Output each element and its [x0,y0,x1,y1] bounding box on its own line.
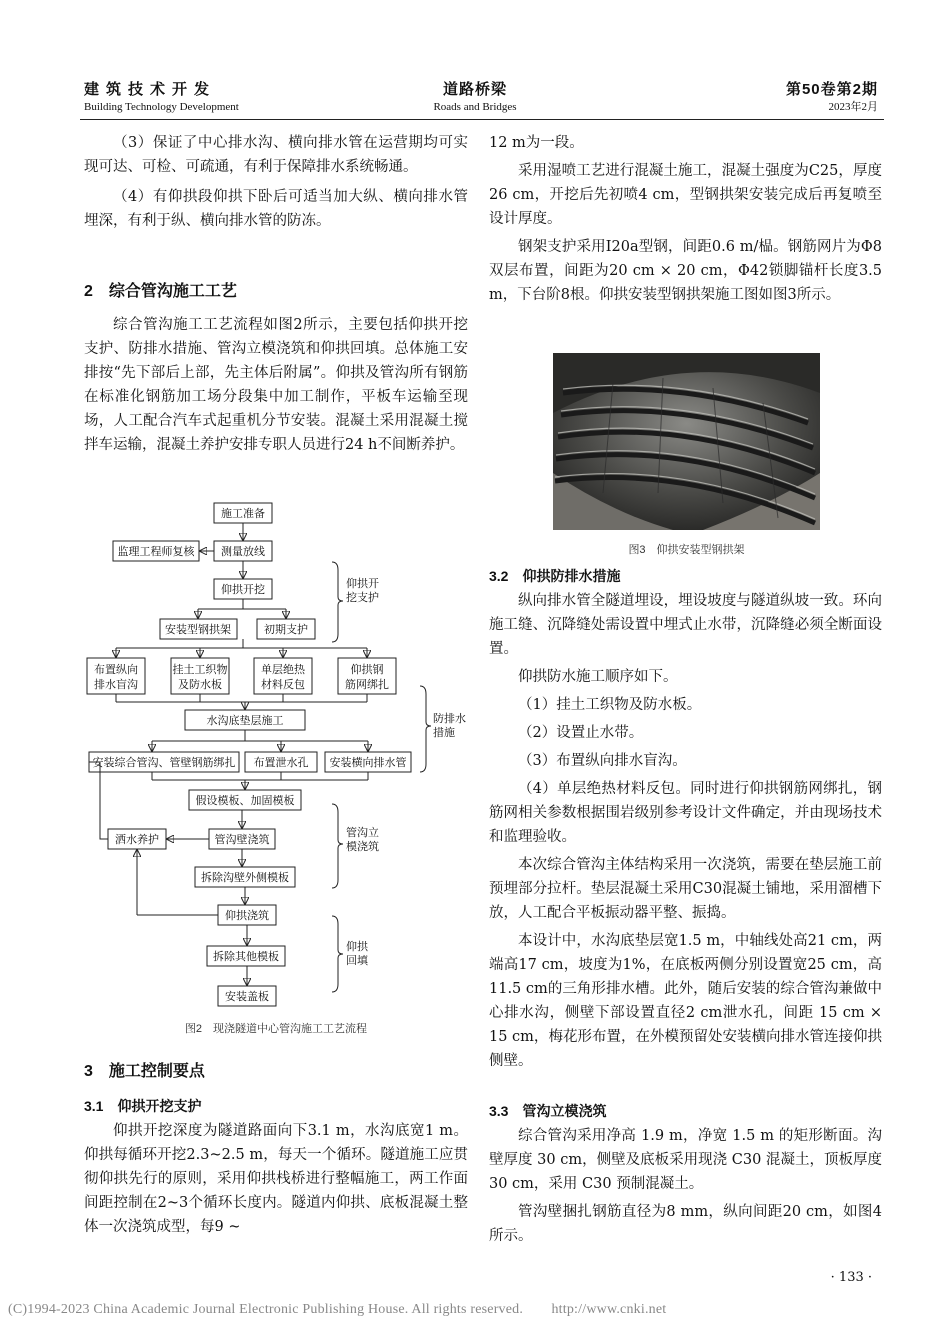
group-waterproof-label2: 措施 [433,726,455,739]
node-archpour-label: 仰拱浇筑 [225,909,269,922]
left-column [84,131,468,233]
node-install-pipe-label: 安装综合管沟、管壁钢筋绑扎 [92,756,236,769]
group-excavation-label1: 仰拱开 [346,577,379,590]
node-cushion-label: 水沟底垫层施工 [206,714,284,727]
node-drain-label2: 排水盲沟 [94,678,138,691]
group-backfill-label2: 回填 [346,954,368,967]
subsection-33-heading: 3.3 管沟立模浇筑 [489,1103,607,1119]
edge-curing-loop [89,762,108,839]
journal-header-right [786,80,878,115]
paragraph-item3: （3）保证了中心排水沟、横向排水管在运营期均可实现可达、可检、可疏通，有利于保障排水系统畅通。 [84,135,468,175]
node-weep-label: 布置泄水孔 [253,756,309,769]
node-geo-label1: 挂土工织物 [172,663,228,676]
node-remove-other-label: 拆除其他模板 [213,950,279,963]
paragraph-steel: 钢架支护采用I20a型钢，间距0.6 m/榀。钢筋网片为Φ8双层布置，间距为20 cm × 20 cm，Φ42锁脚锚杆长度3.5 m，下台阶8根。仰拱安装型钢拱架施工图如图3所示。 [489,239,882,303]
journal-name-cn: 建筑技术开发 [84,81,217,98]
paragraph-32c: （1）挂土工织物及防水板。 [518,697,702,713]
volume-issue: 第50卷第2期 [785,81,878,98]
node-prep-label: 施工准备 [221,507,265,520]
group-excavation-label2: 挖支护 [346,591,379,604]
group-pouring-label1: 管沟立 [346,826,379,839]
brace-waterproof [420,686,431,772]
paragraph-sec2: 综合管沟施工工艺流程如图2所示，主要包括仰拱开挖支护、防排水措施、管沟立模浇筑和仰拱回填。总体施工安排按“先下部后上部，先主体后附属”。仰拱及管沟所有钢筋在标准化钢筋加工场分段集中加工制作，平板车运输至现场，人工配合汽车式起重机分节安装。混凝土采用混凝土搅拌车运输，混凝土养护安排专职人员进行24 h不间断养护。 [84,317,468,453]
node-drain-label1: 布置纵向 [94,663,138,676]
node-insulation-label1: 单层绝热 [261,663,305,676]
paragraph-32d: （2）设置止水带。 [518,725,644,741]
header-rule [80,119,884,120]
subsection-32-body [489,589,882,1073]
figure2-caption: 图2 现浇隧道中心管沟施工工艺流程 [184,1023,368,1035]
group-pouring-label2: 模浇筑 [346,840,379,853]
node-supervisor-label: 监理工程师复核 [117,545,195,558]
node-insulation-label2: 材料反包 [261,678,305,691]
paragraph-shotcrete: 采用湿喷工艺进行混凝土施工，混凝土强度为C25，厚度26 cm，开挖后先初喷4 cm，型钢拱架安装完成后再复喷至设计厚度。 [489,163,882,227]
node-survey-label: 测量放线 [221,545,265,558]
node-mesh-label2: 筋网绑扎 [345,678,389,691]
node-curing-label: 洒水养护 [115,833,159,846]
figure3-photo [553,353,820,530]
copyright-notice: (C)1994-2023 China Academic Journal Electronic Publishing House. All rights reserved. http://www.cnki.net [8,1302,667,1317]
paragraph-32h: 本设计中，水沟底垫层宽1.5 m，中轴线处高21 cm，两端高17 cm，坡度为1%，在底板两侧分别设置宽25 cm，高11.5 cm的三角形排水槽。此外，随后安装的综合管沟兼做中心排水沟，侧壁下部设置直径2 cm泄水孔，间距 15 cm × 15 cm，梅花形布置，在外模预留处安装横向排水管连接仰拱侧壁。 [489,933,882,1069]
paragraph-item4: （4）有仰拱段仰拱下卧后可适当加大纵、横向排水管埋深，有利于纵、横向排水管的防冻。 [84,189,468,229]
paragraph-32e: （3）布置纵向排水盲沟。 [518,753,687,769]
subsection-32-heading: 3.2 仰拱防排水措施 [489,568,621,584]
paragraph-32g: 本次综合管沟主体结构采用一次浇筑，需要在垫层施工前预埋部分拉杆。垫层混凝土采用C30混凝土铺地，采用溜槽下放，人工配合平板振动器平整、振捣。 [489,857,882,921]
node-formwork-label: 假设模板、加固模板 [195,794,295,807]
group-backfill-label1: 仰拱 [346,940,368,953]
paragraph-33b: 管沟壁捆扎钢筋直径为8 mm，纵向间距20 cm，如图4所示。 [489,1204,882,1244]
subsection-33-body [489,1124,882,1248]
node-remove-outer-label: 拆除沟壁外侧模板 [201,871,289,884]
section-name-en: Roads and Bridges [433,101,517,113]
paragraph-31: 仰拱开挖深度为隧道路面向下3.1 m，水沟底宽1 m。仰拱每循环开挖2.3~2.5 m，每天一个循环。隧道施工应贯彻仰拱先行的原则，采用仰拱栈桥进行整幅施工，两工作面间距控制在2~3个循环长度内。隧道内仰拱、底板混凝土整体一次浇筑成型，每9 ~ [84,1123,468,1235]
group-waterproof-label1: 防排水 [433,712,466,725]
paragraph-33a: 综合管沟采用净高 1.9 m，净宽 1.5 m 的矩形断面。沟壁厚度 30 cm，侧壁及底板采用现浇 C30 混凝土，顶板厚度 30 cm，采用 C30 预制混凝土。 [489,1128,882,1192]
node-geo-label2: 及防水板 [178,678,222,691]
brace-backfill [332,916,343,992]
paragraph-32f: （4）单层绝热材料反包。同时进行仰拱钢筋网绑扎，钢筋网相关参数根据围岩级别参考设计文件确定，并由现场技术和监理验收。 [489,781,882,845]
node-arch-label: 安装型钢拱架 [165,623,231,636]
subsection-31-body [84,1119,468,1239]
section-name-cn: 道路桥梁 [442,81,507,98]
subsection-31-heading: 3.1 仰拱开挖支护 [84,1098,202,1114]
node-cover-label: 安装盖板 [225,990,269,1003]
flowchart-figure2 [84,498,474,1010]
paragraph-32b: 仰拱防水施工顺序如下。 [518,669,678,685]
issue-date: 2023年2月 [828,101,878,113]
node-mesh-label1: 仰拱钢 [350,663,384,676]
figure3-caption: 图3 仰拱安装型钢拱架 [628,544,745,556]
paragraph-32a: 纵向排水管全隧道埋设，埋设坡度与隧道纵坡一致。环向施工缝、沉降缝处需设置中埋式止水带，沉降缝必须全断面设置。 [489,593,882,657]
page-number: · 133 · [830,1270,872,1285]
node-excavate-label: 仰拱开挖 [221,583,265,596]
node-lateral-label: 安装横向排水管 [329,756,407,769]
right-column-top [489,131,882,307]
node-wallpour-label: 管沟壁浇筑 [214,833,270,846]
section-2-body [84,313,468,457]
journal-name-en: Building Technology Development [84,101,239,113]
brace-pouring [332,804,343,888]
section-3-heading: 3 施工控制要点 [84,1063,205,1080]
brace-excavation [332,562,343,642]
node-initial-label: 初期支护 [264,623,308,636]
arch-photo-graphic [553,353,820,530]
paragraph-continued: 12 m为一段。 [489,135,584,151]
section-2-heading: 2 综合管沟施工工艺 [84,283,237,300]
